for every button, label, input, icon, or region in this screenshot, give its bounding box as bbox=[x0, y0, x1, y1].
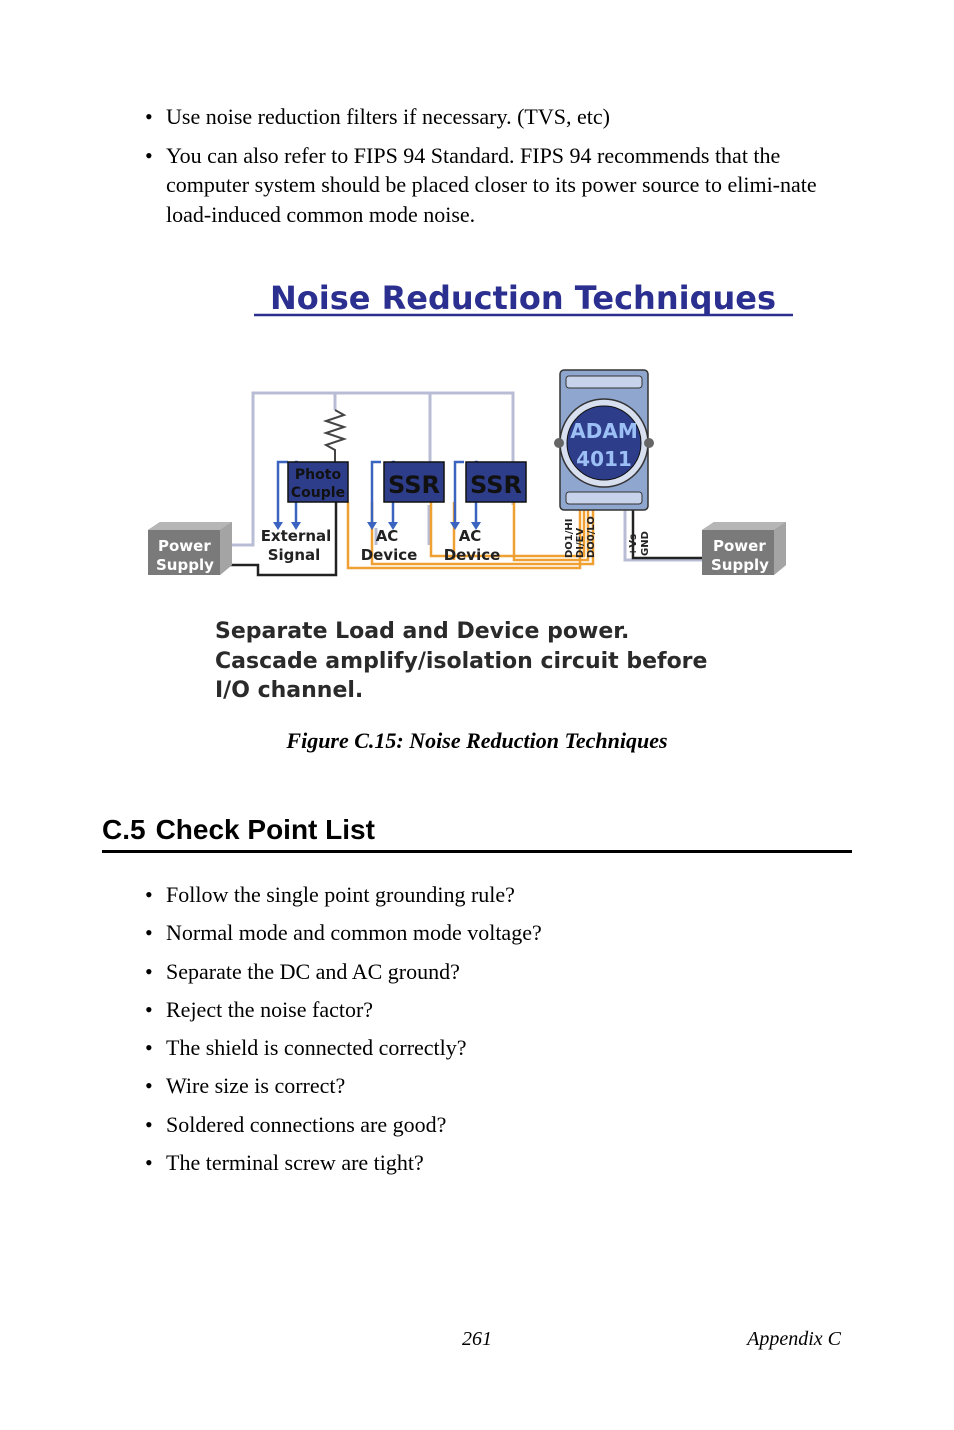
checklist-text: Wire size is correct? bbox=[166, 1073, 346, 1099]
figure-note-line2: Cascade amplify/isolation circuit before bbox=[215, 649, 708, 674]
checklist-item bbox=[145, 995, 845, 1025]
power-supply-left-label-line2: Supply bbox=[156, 556, 214, 574]
pin-gnd-label: GND bbox=[640, 531, 651, 556]
external-signal-label-line2: Signal bbox=[267, 546, 321, 564]
pin-vs-label: +Vs bbox=[628, 533, 639, 556]
checklist-text: The shield is connected correctly? bbox=[166, 1035, 467, 1061]
checklist-text: Separate the DC and AC ground? bbox=[166, 958, 460, 984]
figure-note-line1: Separate Load and Device power. bbox=[215, 619, 630, 644]
checklist-item bbox=[145, 1148, 845, 1178]
section-number: C.5 bbox=[102, 814, 146, 845]
checklist-text: Soldered connections are good? bbox=[166, 1111, 447, 1137]
section-title: Check Point List bbox=[155, 814, 375, 845]
checklist-item bbox=[145, 957, 845, 987]
adam-label-line2: 4011 bbox=[576, 447, 632, 471]
bullet-item bbox=[145, 102, 845, 132]
bullet-dot: • bbox=[145, 958, 153, 984]
checklist-item bbox=[145, 880, 845, 910]
bullet-dot: • bbox=[145, 142, 153, 168]
pin-do1-label: DO1/HI bbox=[564, 518, 575, 558]
photo-couple-label-line2: Couple bbox=[290, 485, 346, 501]
checklist bbox=[145, 880, 845, 1186]
ssr-label-2: SSR bbox=[470, 471, 522, 499]
footer-appendix: Appendix C bbox=[747, 1328, 841, 1350]
bullet-text: You can also refer to FIPS 94 Standard. FIPS 94 recommends that the computer system should be placed closer to its power source to elimi-nate load-induced common mode noise. bbox=[166, 142, 817, 227]
bullet-dot: • bbox=[145, 882, 153, 907]
checklist-item bbox=[145, 1033, 845, 1063]
checklist-item bbox=[145, 918, 845, 948]
bullet-dot: • bbox=[145, 1111, 153, 1137]
ac-device-2-label-line1: AC bbox=[458, 527, 482, 545]
bullet-dot: • bbox=[145, 920, 153, 946]
figure-title: Noise Reduction Techniques bbox=[269, 279, 777, 317]
adam-label-line1: ADAM bbox=[570, 419, 638, 443]
section-heading bbox=[102, 812, 852, 853]
bullet-dot: • bbox=[145, 1073, 153, 1099]
ssr-label-1: SSR bbox=[388, 471, 440, 499]
checklist-text: Normal mode and common mode voltage? bbox=[166, 920, 542, 946]
power-supply-left-label-line1: Power bbox=[158, 537, 211, 555]
ac-device-1-label-line2: Device bbox=[360, 546, 418, 564]
power-supply-right-label-line1: Power bbox=[713, 537, 766, 555]
figure-caption: Figure C.15: Noise Reduction Techniques bbox=[286, 728, 668, 753]
ac-device-1-label-line1: AC bbox=[375, 527, 399, 545]
bullet-text: Use noise reduction filters if necessary. (TVS, etc) bbox=[166, 104, 610, 129]
resistor-symbol bbox=[326, 410, 344, 462]
page-number: 261 bbox=[462, 1328, 492, 1350]
checklist-item bbox=[145, 1071, 845, 1101]
photo-couple-label-line1: Photo bbox=[294, 467, 342, 483]
pin-di-label: DI/EV bbox=[575, 527, 586, 558]
checklist-text: Follow the single point grounding rule? bbox=[166, 882, 515, 907]
ac-device-2-label-line2: Device bbox=[443, 546, 501, 564]
external-signal-label-line1: External bbox=[260, 527, 332, 545]
noise-reduction-figure bbox=[140, 270, 820, 710]
bullet-item bbox=[145, 141, 845, 230]
bullet-dot: • bbox=[145, 1150, 153, 1176]
checklist-text: The terminal screw are tight? bbox=[166, 1150, 424, 1176]
checklist-text: Reject the noise factor? bbox=[166, 996, 374, 1022]
bullet-dot: • bbox=[145, 104, 153, 129]
checklist-item bbox=[145, 1110, 845, 1140]
bullet-dot: • bbox=[145, 996, 153, 1022]
figure-note-line3: I/O channel. bbox=[215, 678, 364, 703]
pin-do0-label: DO0/LO bbox=[586, 516, 597, 558]
power-supply-right-label-line2: Supply bbox=[711, 556, 769, 574]
intro-bullet-list bbox=[145, 102, 845, 238]
bullet-dot: • bbox=[145, 1035, 153, 1061]
